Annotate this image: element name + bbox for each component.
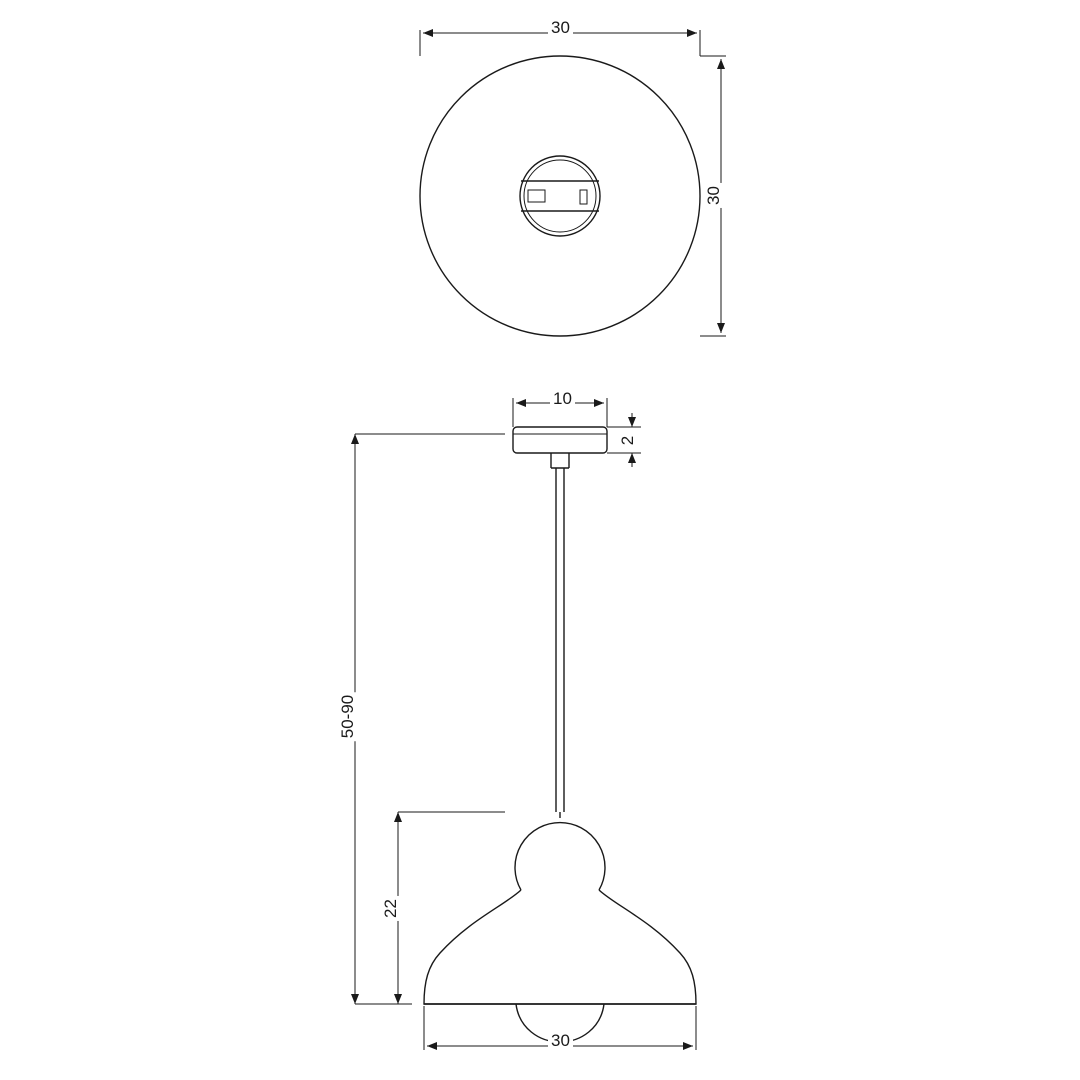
top-width-label: 30 [548, 19, 573, 36]
total-height-dimension [355, 434, 505, 1004]
shade-body [424, 890, 696, 1004]
top-view-group [420, 56, 700, 336]
front-view-group [424, 427, 696, 1042]
shade-width-label: 30 [548, 1032, 573, 1049]
top-view-terminal-rect [528, 190, 545, 202]
top-height-label: 30 [705, 183, 722, 208]
canopy-height-label: 2 [619, 433, 636, 448]
total-height-label: 50-90 [339, 692, 356, 741]
top-view-mount-circle [520, 156, 600, 236]
canopy-plate [513, 427, 607, 453]
top-view-mount-circle-inner [524, 160, 596, 232]
top-view-outer-circle [420, 56, 700, 336]
top-view-slot-rect [580, 190, 587, 204]
shade-height-label: 22 [382, 896, 399, 921]
shade-knob [515, 823, 605, 890]
shade-height-dimension [398, 812, 505, 1004]
canopy-width-label: 10 [550, 390, 575, 407]
